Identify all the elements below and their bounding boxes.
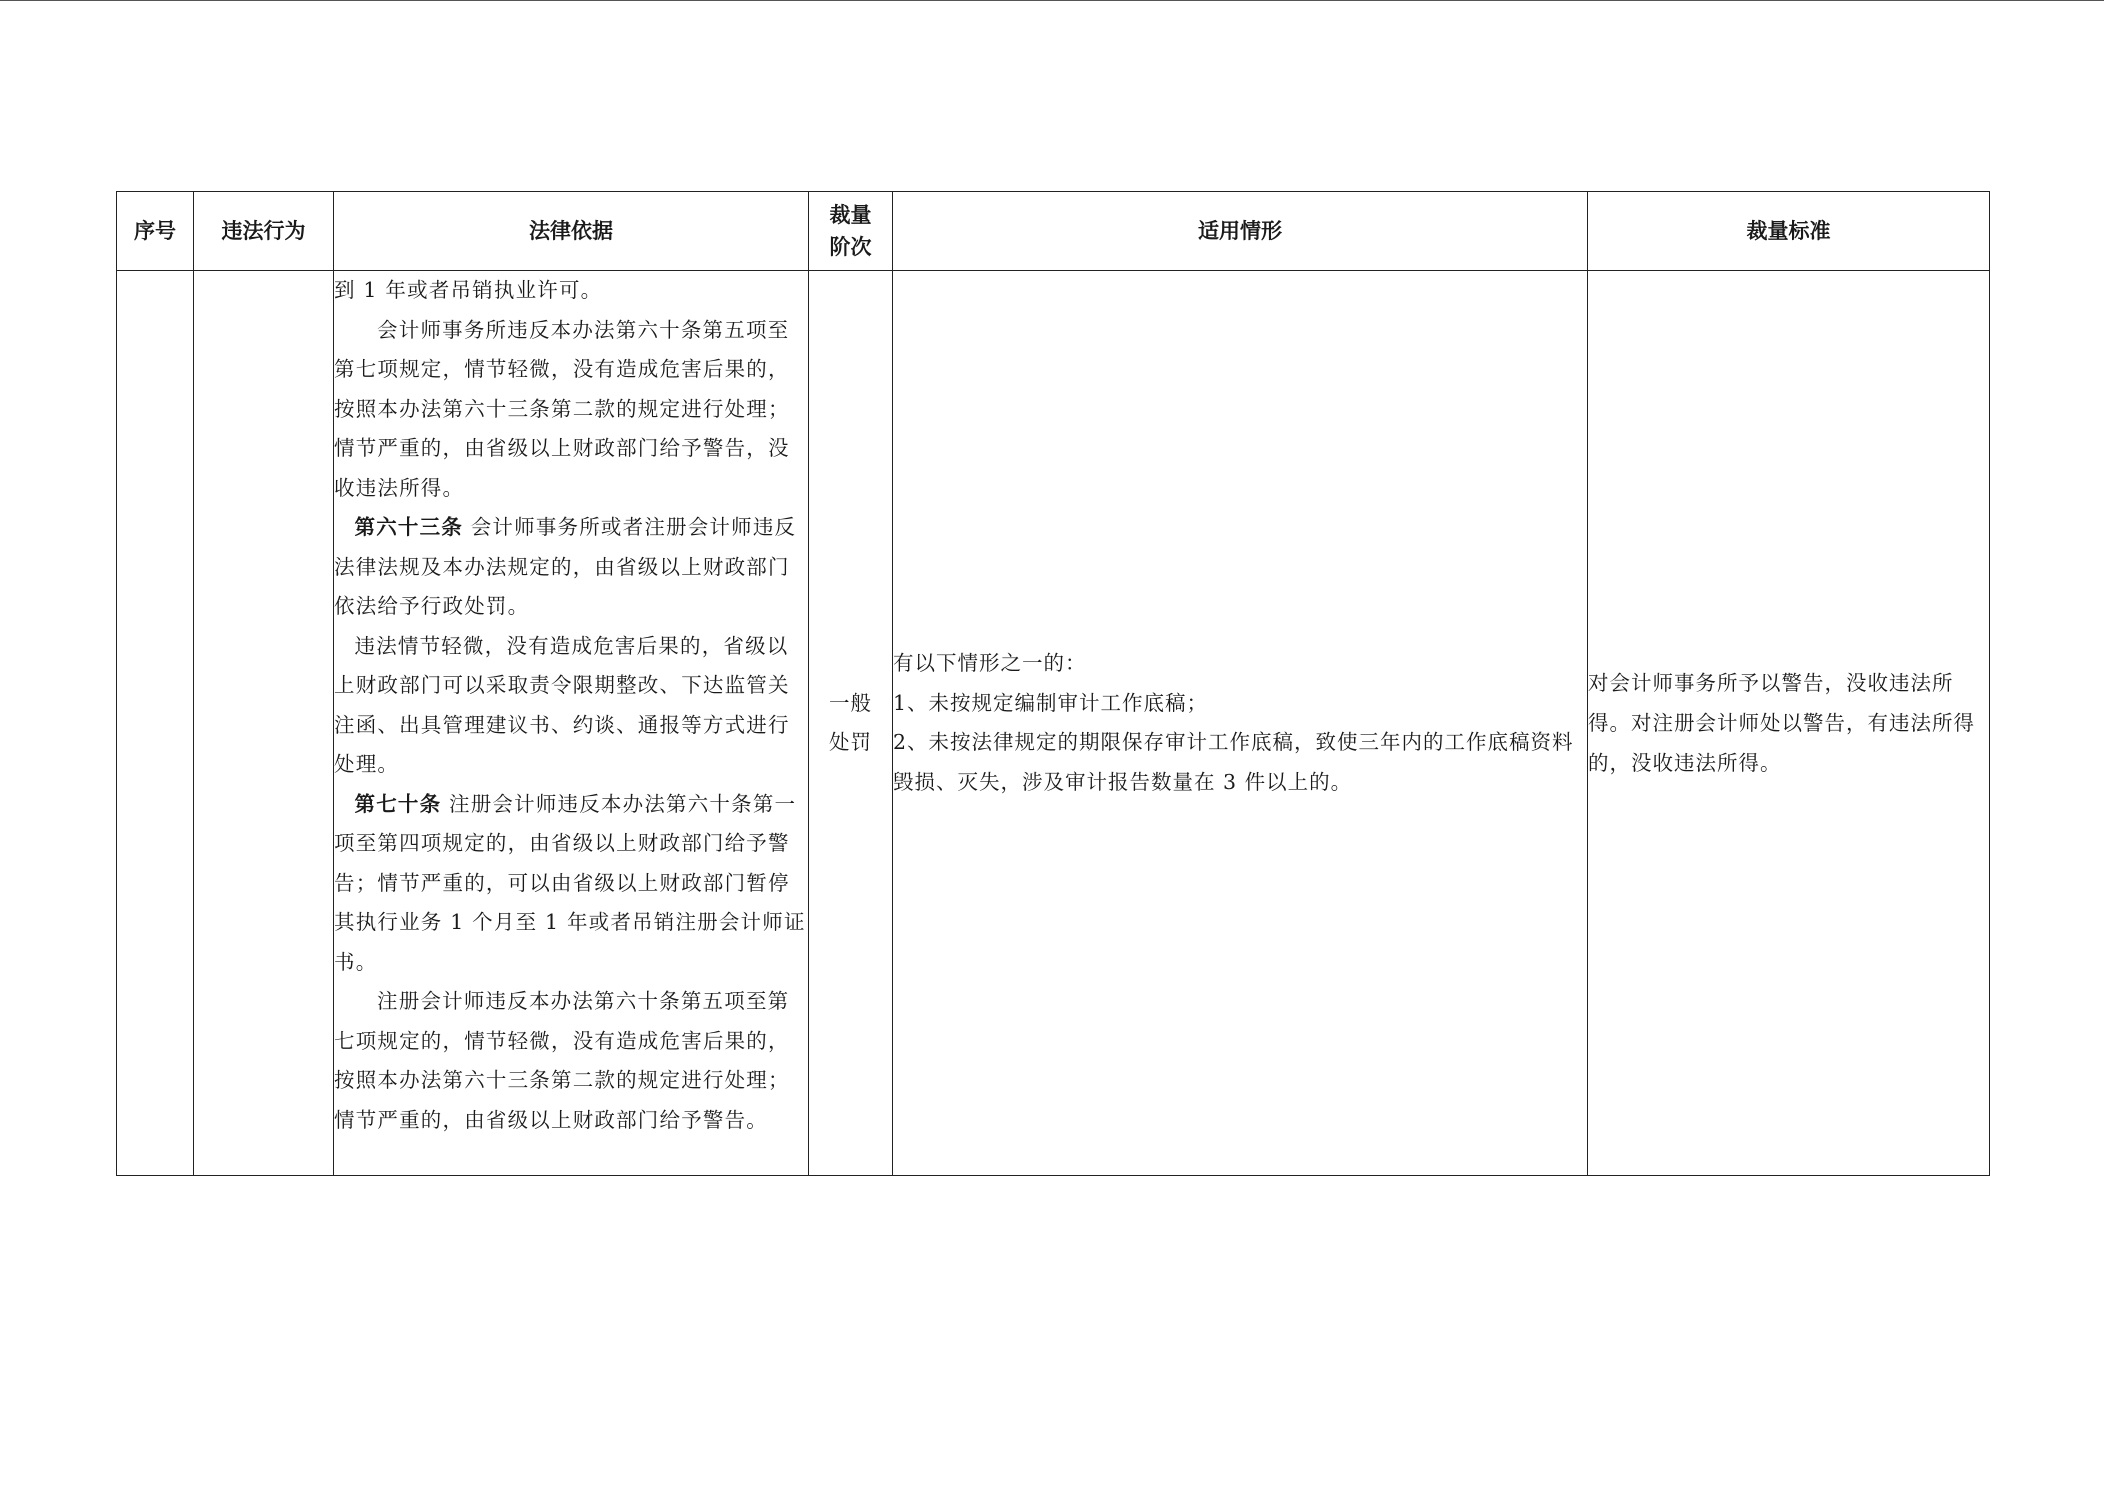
table-row	[117, 271, 1990, 1176]
legal-basis-paragraph: 注册会计师违反本办法第六十条第五项至第七项规定的，情节轻微，没有造成危害后果的，按照本办法第六十三条第二款的规定进行处理；情节严重的，由省级以上财政部门给予警告。	[334, 989, 790, 1132]
cell-situation	[893, 271, 1588, 1176]
header-level-line2: 阶次	[829, 234, 872, 259]
situation-item: 2、未按法律规定的期限保存审计工作底稿，致使三年内的工作底稿资料毁损、灭失，涉及审计报告数量在 3 件以上的。	[893, 730, 1574, 794]
header-legal-basis: 法律依据	[334, 192, 809, 271]
legal-basis-paragraph: 会计师事务所违反本办法第六十条第五项至第七项规定，情节轻微，没有造成危害后果的，按照本办法第六十三条第二款的规定进行处理；情节严重的，由省级以上财政部门给予警告，没收违法所得。	[334, 317, 790, 500]
cell-legal-basis	[334, 271, 809, 1176]
page-top-rule	[0, 0, 2104, 1]
situation-item: 1、未按规定编制审计工作底稿；	[893, 690, 1209, 715]
situation-intro: 有以下情形之一的：	[893, 651, 1087, 675]
legal-basis-paragraph: 到 1 年或者吊销执业许可。	[334, 278, 603, 302]
article-text: 会计师事务所或者注册会计师违反法律法规及本办法规定的，由省级以上财政部门依法给予行政处罚。	[334, 515, 797, 618]
article-text: 注册会计师违反本办法第六十条第一项至第四项规定的，由省级以上财政部门给予警告；情节严重的，可以由省级以上财政部门暂停其执行业务 1 个月至 1 年或者吊销注册会计师证书。	[334, 791, 806, 974]
article-number: 第六十三条	[354, 515, 463, 539]
discretion-standard-table	[116, 191, 1990, 1176]
cell-seq	[117, 271, 194, 1176]
article-number: 第七十条	[354, 791, 442, 816]
cell-standard	[1588, 271, 1990, 1176]
header-standard: 裁量标准	[1588, 192, 1990, 271]
header-level	[809, 192, 893, 271]
legal-basis-article	[334, 785, 808, 983]
standard-text: 对会计师事务所予以警告，没收违法所得。对注册会计师处以警告，有违法所得的，没收违法所得。	[1588, 671, 1975, 775]
header-violation: 违法行为	[194, 192, 334, 271]
cell-level	[809, 271, 893, 1176]
legal-basis-paragraph: 违法情节轻微，没有造成危害后果的，省级以上财政部门可以采取责令限期整改、下达监管关注函、出具管理建议书、约谈、通报等方式进行处理。	[334, 633, 790, 776]
level-line1: 一般	[829, 691, 872, 715]
header-seq: 序号	[117, 192, 194, 271]
header-situation: 适用情形	[893, 192, 1588, 271]
legal-basis-article	[334, 508, 808, 627]
table-header-row	[117, 192, 1990, 271]
level-line2: 处罚	[829, 730, 872, 754]
header-level-line1: 裁量	[829, 202, 872, 227]
cell-violation	[194, 271, 334, 1176]
